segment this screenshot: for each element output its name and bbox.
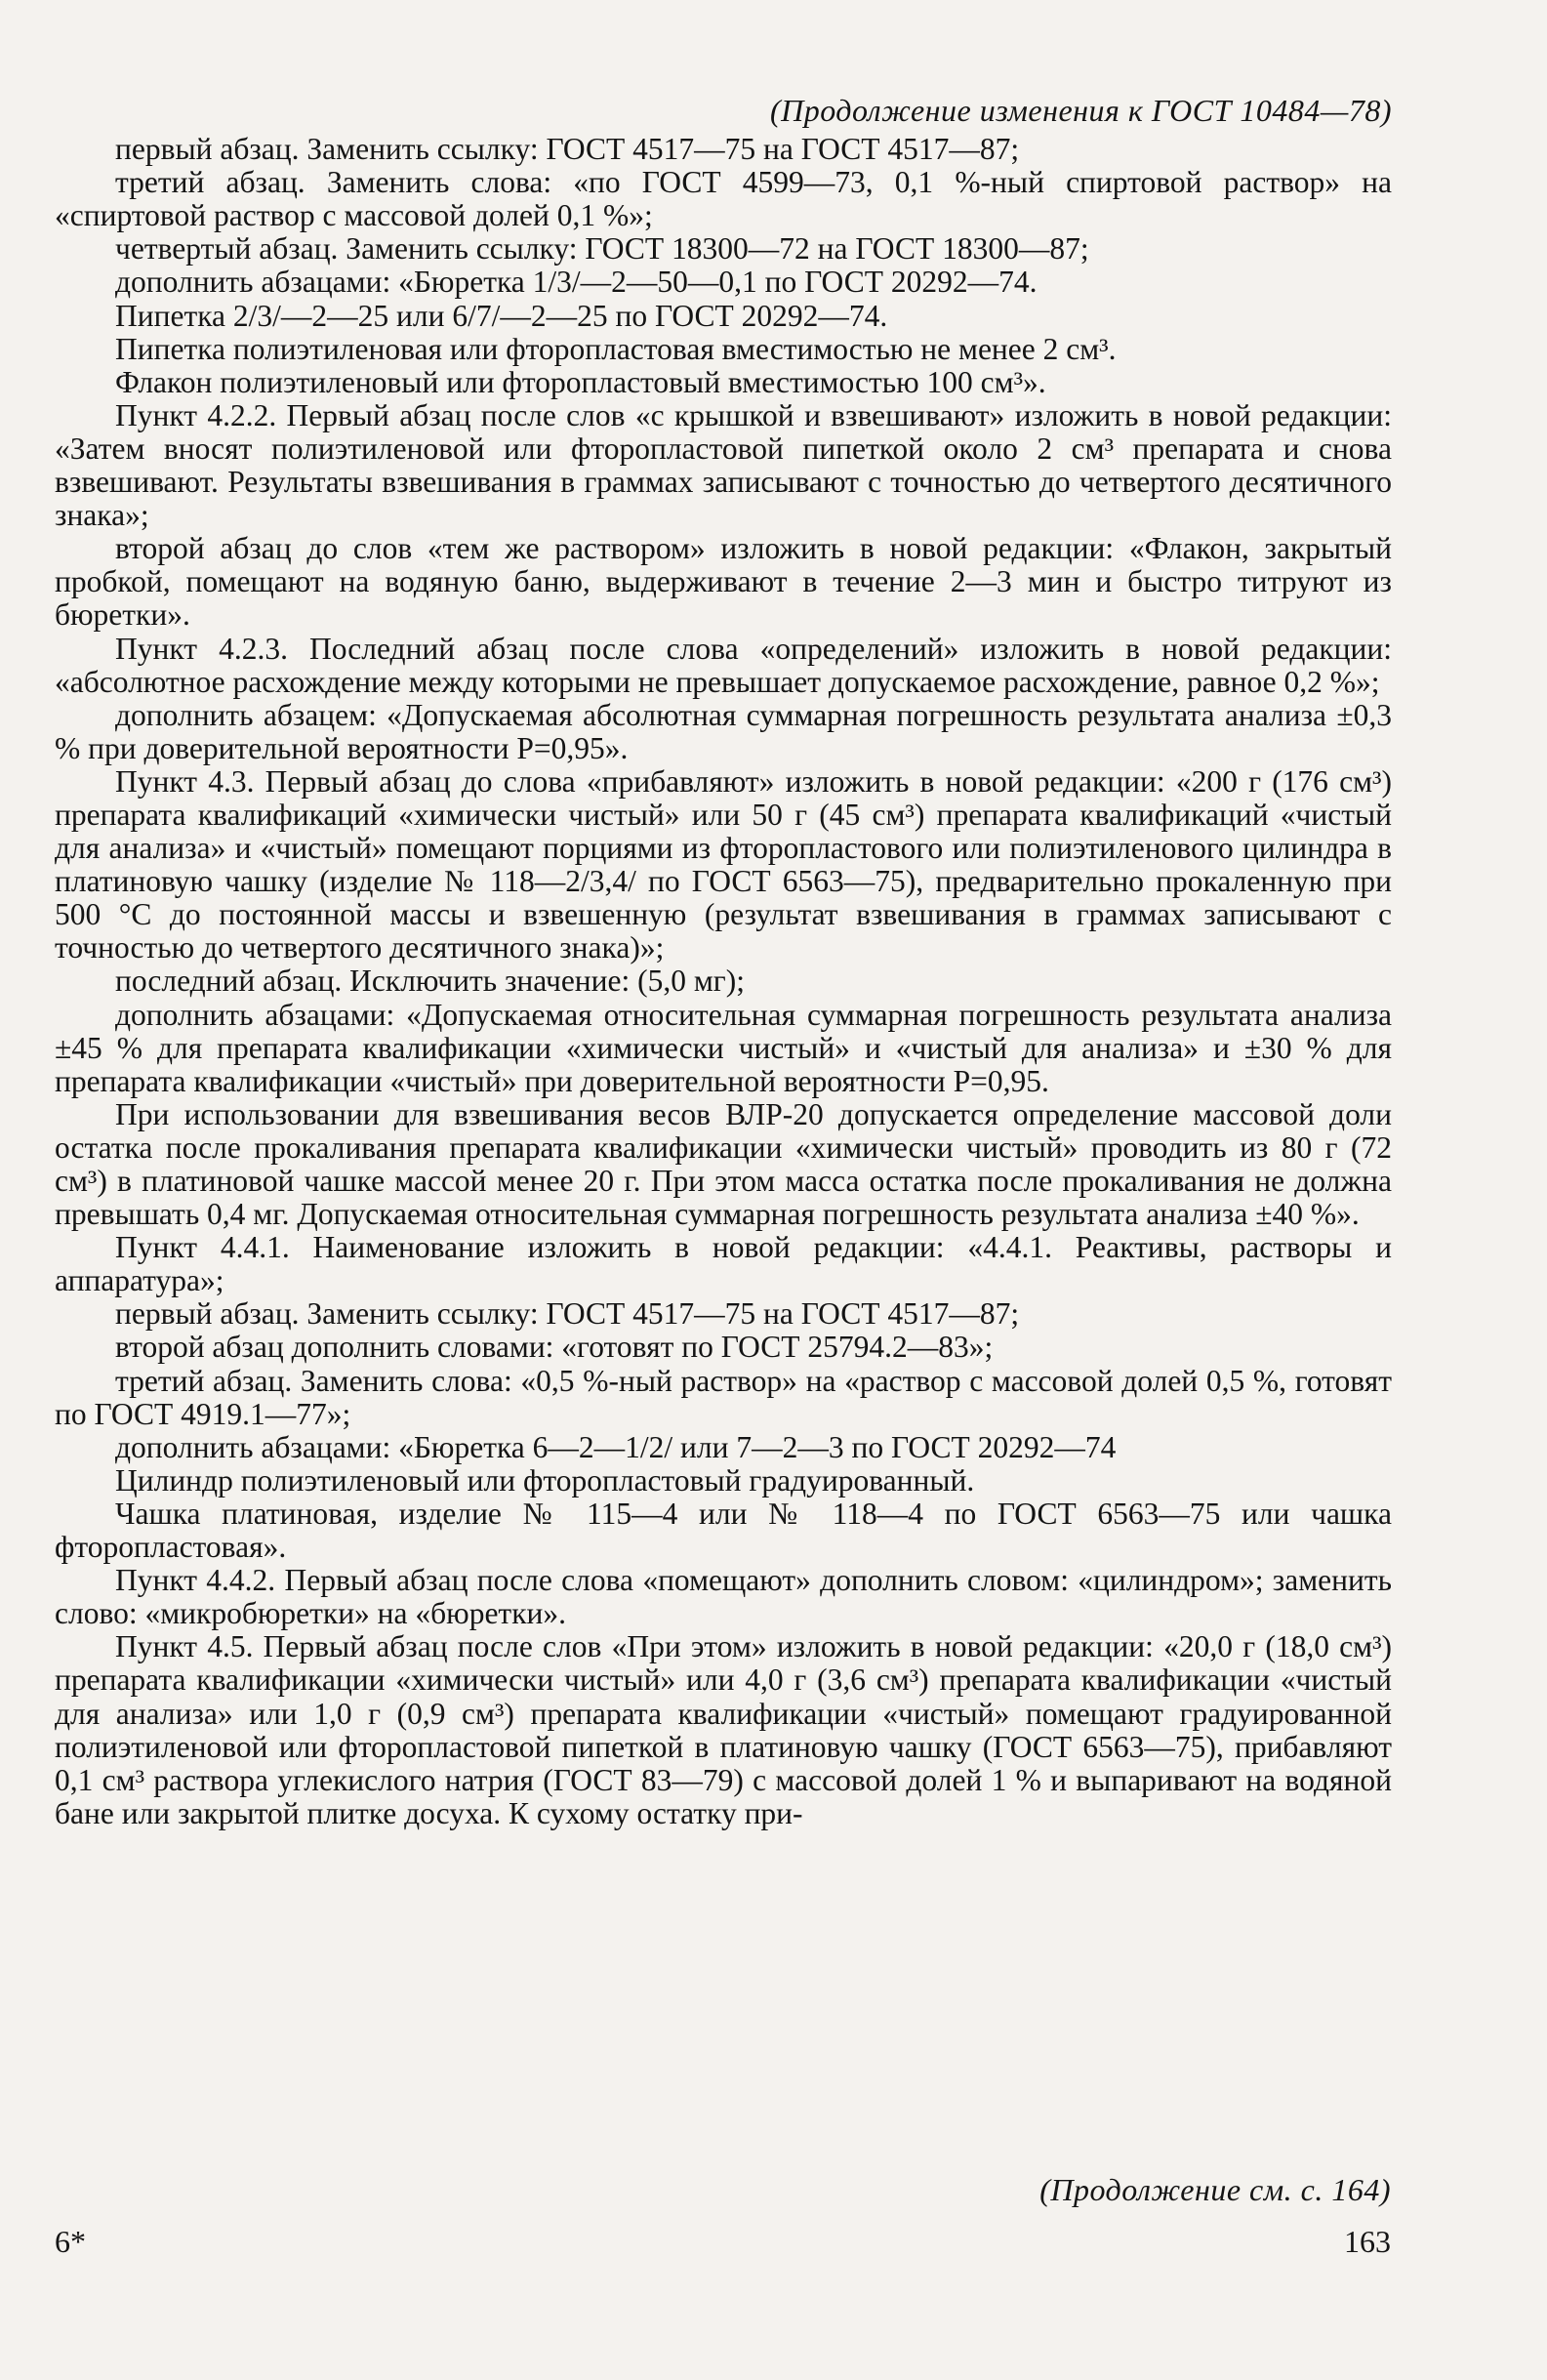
paragraph: последний абзац. Исключить значение: (5,0 мг); <box>115 964 745 999</box>
paragraph: Пункт 4.2.3. Последний абзац после слова «определений» изложить в новой редакции: «абсолютное расхождение между которыми не превышает допускаемое расхождение, равное 0,2 %»; <box>55 631 1392 699</box>
paragraph: первый абзац. Заменить ссылку: ГОСТ 4517—75 на ГОСТ 4517—87; <box>115 1296 1020 1332</box>
paragraph: третий абзац. Заменить слова: «0,5 %-ный раствор» на «раствор с массовой долей 0,5 %, готовят по ГОСТ 4919.1—77»; <box>55 1363 1392 1431</box>
body-text <box>55 133 1392 1830</box>
paragraph: Флакон полиэтиленовый или фторопластовый вместимостью 100 см³». <box>115 364 1046 399</box>
paragraph: Пункт 4.2.2. Первый абзац после слов «с крышкой и взвешивают» изложить в новой редакции: «Затем вносят полиэтиленовой или фторопластовой пипеткой около 2 см³ препарата и снова взвешивают. Результаты взвешивания в граммах записывают с точностью до четвертого десятичного знака»; <box>55 397 1392 533</box>
paragraph: третий абзац. Заменить слова: «по ГОСТ 4599—73, 0,1 %-ный спиртовой раствор» на «спиртовой раствор с массовой долей 0,1 %»; <box>55 165 1392 233</box>
paragraph: При использовании для взвешивания весов ВЛР-20 допускается определение массовой доли остатка после прокаливания препарата квалификации «химически чистый» проводить из 80 г (72 см³) в платиновой чашке массой менее 20 г. При этом масса остатка после прокаливания не должна превышать 0,4 мг. Допускаемая относительная суммарная погрешность результата анализа ±40 %». <box>55 1096 1392 1232</box>
folio-mark: 6* <box>55 2224 86 2259</box>
paragraph: четвертый абзац. Заменить ссылку: ГОСТ 18300—72 на ГОСТ 18300—87; <box>115 231 1089 267</box>
continuation-header: (Продолжение изменения к ГОСТ 10484—78) <box>769 93 1392 128</box>
paragraph: дополнить абзацами: «Бюретка 6—2—1/2/ или 7—2—3 по ГОСТ 20292—74 <box>115 1429 1117 1464</box>
paragraph: Пункт 4.4.1. Наименование изложить в новой редакции: «4.4.1. Реактивы, растворы и аппаратура»; <box>55 1230 1392 1298</box>
paragraph: Пипетка полиэтиленовая или фторопластовая вместимостью не менее 2 см³. <box>115 331 1117 366</box>
paragraph: Пипетка 2/3/—2—25 или 6/7/—2—25 по ГОСТ 20292—74. <box>115 298 888 333</box>
paragraph: второй абзац дополнить словами: «готовят по ГОСТ 25794.2—83»; <box>115 1330 994 1365</box>
paragraph: второй абзац до слов «тем же раствором» изложить в новой редакции: «Флакон, закрытый пробкой, помещают на водяную баню, выдерживают в течение 2—3 мин и быстро титруют из бюретки». <box>55 531 1392 633</box>
continuation-footer: (Продолжение см. с. 164) <box>1039 2172 1391 2207</box>
paragraph: дополнить абзацами: «Бюретка 1/3/—2—50—0,1 по ГОСТ 20292—74. <box>115 265 1038 300</box>
page-number: 163 <box>1344 2224 1391 2259</box>
document-page <box>55 94 1392 1830</box>
paragraph: первый абзац. Заменить ссылку: ГОСТ 4517—75 на ГОСТ 4517—87; <box>115 132 1020 167</box>
paragraph: Пункт 4.5. Первый абзац после слов «При этом» изложить в новой редакции: «20,0 г (18,0 см³) препарата квалификации «химически чистый» или 4,0 г (3,6 см³) препарата квалификации «чистый для анализа» или 1,0 г (0,9 см³) препарата квалификации «чистый» помещают градуированной полиэтиленовой или фторопластовой пипеткой в платиновую чашку (ГОСТ 6563—75), прибавляют 0,1 см³ раствора углекислого натрия (ГОСТ 83—79) с массовой долей 1 % и выпаривают на водяной бане или закрытой плитке досуха. К сухому остатку при- <box>55 1629 1392 1830</box>
paragraph: Цилиндр полиэтиленовый или фторопластовый градуированный. <box>115 1462 975 1498</box>
paragraph: Пункт 4.4.2. Первый абзац после слова «помещают» дополнить словом: «цилиндром»; заменить слово: «микробюретки» на «бюретки». <box>55 1563 1392 1631</box>
paragraph: Пункт 4.3. Первый абзац до слова «прибавляют» изложить в новой редакции: «200 г (176 см³) препарата квалификаций «химически чистый» или 50 г (45 см³) препарата квалификаций «чистый для анализа» и «чистый» помещают порциями из фторопластового или полиэтиленового цилиндра в платиновую чашку (изделие № 118—2/3,4/ по ГОСТ 6563—75), предварительно прокаленную при 500 °С до постоянной массы и взвешенную (результат взвешивания в граммах записывают с точностью до четвертого десятичного знака)»; <box>55 763 1392 965</box>
paragraph: Чашка платиновая, изделие № 115—4 или № 118—4 по ГОСТ 6563—75 или чашка фторопластовая». <box>55 1496 1392 1565</box>
paragraph: дополнить абзацем: «Допускаемая абсолютная суммарная погрешность результата анализа ±0,3 % при доверительной вероятности P=0,95». <box>55 697 1392 765</box>
paragraph: дополнить абзацами: «Допускаемая относительная суммарная погрешность результата анализа ±45 % для препарата квалификации «химически чистый» и «чистый для анализа» и ±30 % для препарата квалификации «чистый» при доверительной вероятности P=0,95. <box>55 997 1392 1098</box>
